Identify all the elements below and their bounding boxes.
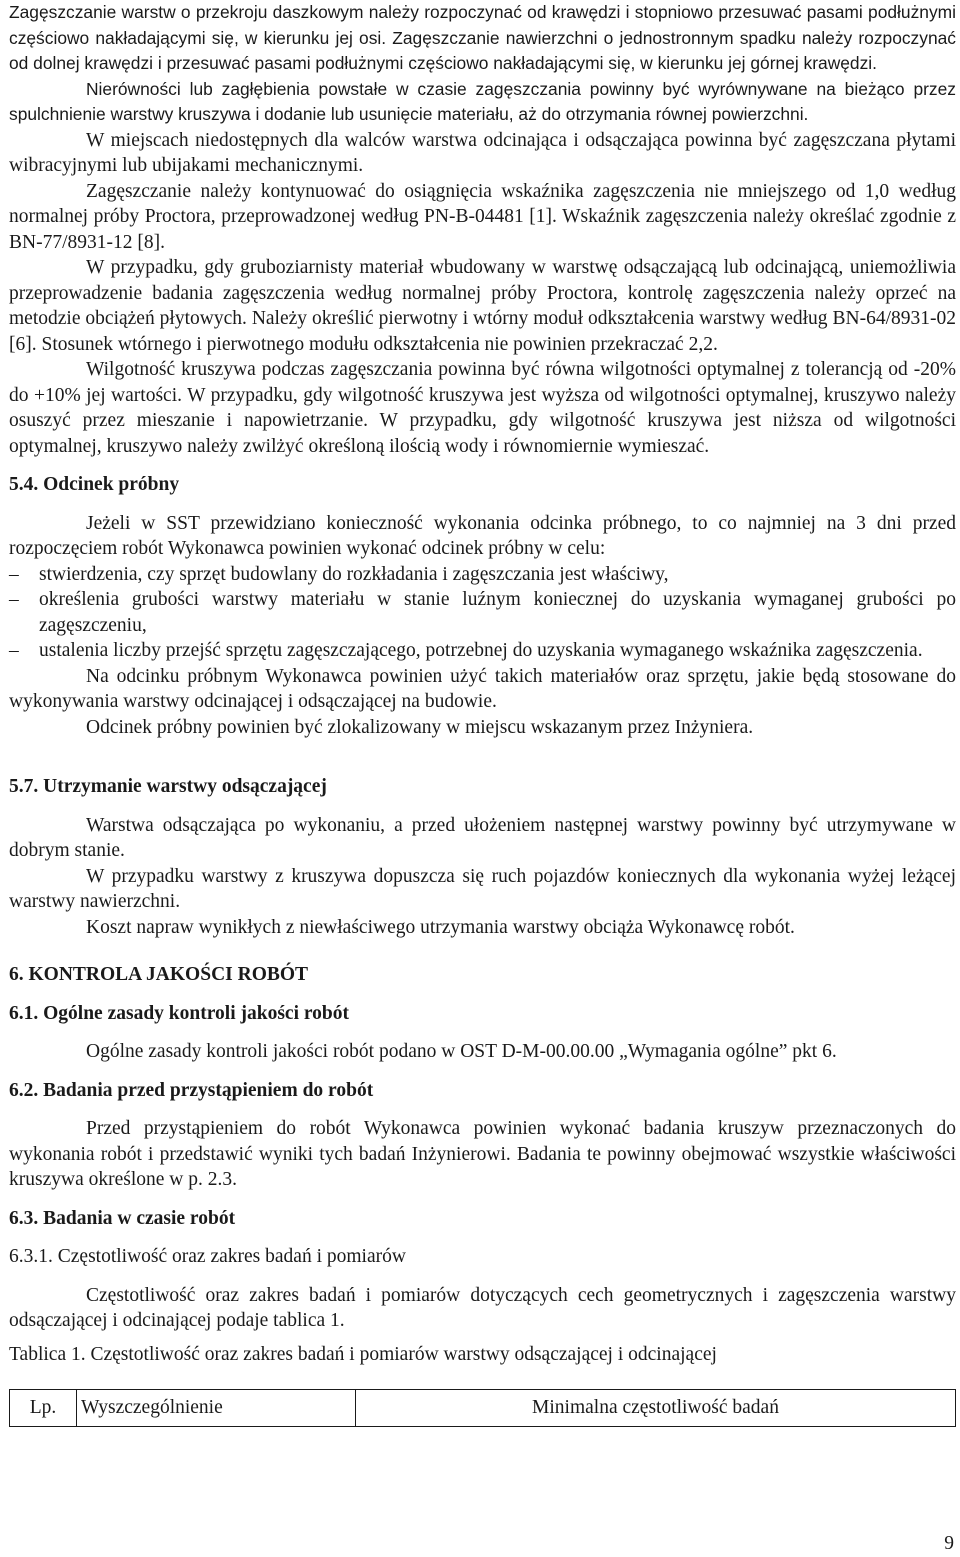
section-heading-6-1: 6.1. Ogólne zasady kontroli jakości robót (9, 1002, 350, 1024)
paragraph-pre-work-tests: Przed przystąpieniem do robót Wykonawca powinien wykonać badania kruszyw przeznaczonych do wykonania robót i przedstawić wyniki tych badań Inżynierowi. Badania te powinny obejmować wszystkie właściwości kruszywa określone w p. 2.3. (9, 1118, 956, 1190)
section-heading-6-3-1: 6.3.1. Częstotliwość oraz zakres badań i pomiarów (9, 1246, 406, 1267)
document-page (9, 0, 956, 1427)
list-item: – ustalenia liczby przejść sprzętu zagęszczającego, potrzebnej do uzyskania wymaganego wskaźnika zagęszczenia. (9, 638, 956, 664)
paragraph-compaction-index: Zagęszczanie należy kontynuować do osiągnięcia wskaźnika zagęszczenia nie mniejszego od 1,0 według normalnej próby Proctora, przeprowadzonej według PN-B-04481 [1]. Wskaźnik zagęszczenia należy określać zgodnie z BN-77/8931-12 [8]. (9, 180, 956, 253)
list-item: – określenia grubości warstwy materiału w stanie luźnym koniecznej do uzyskania wymaganej grubości po zagęszczeniu, (9, 589, 956, 636)
section-heading-6-2: 6.2. Badania przed przystąpieniem do robót (9, 1079, 374, 1101)
paragraph-unevenness: Nierówności lub zagłębienia powstałe w czasie zagęszczania powinny być wyrównywane na bieżąco przez spulchnienie warstwy kruszywa i dodanie lub usunięcie materiału, aż do otrzymania równej powierzchni. (9, 78, 956, 124)
page-number: 9 (944, 1533, 954, 1554)
frequency-table (9, 1389, 956, 1427)
column-header-min-frequency: Minimalna częstotliwość badań (356, 1390, 956, 1427)
table-caption: Tablica 1. Częstotliwość oraz zakres badań i pomiarów warstwy odsączającej i odcinającej (9, 1343, 717, 1365)
paragraph-test-frequency: Częstotliwość oraz zakres badań i pomiarów dotyczących cech geometrycznych i zagęszczenia warstwy odsączającej i odcinającej podaje tablica 1. (9, 1284, 956, 1331)
paragraph-general-rules: Ogólne zasady kontroli jakości robót podano w OST D-M-00.00.00 „Wymagania ogólne” pkt 6. (86, 1041, 837, 1062)
paragraph-inaccessible-places: W miejscach niedostępnych dla walców warstwa odcinająca i odsączająca powinna być zagęszczana płytami wibracyjnymi lub ubijakami mechanicznymi. (9, 129, 956, 176)
section-heading-5-4: 5.4. Odcinek próbny (9, 474, 180, 495)
list-item: – stwierdzenia, czy sprzęt budowlany do rozkładania i zagęszczania jest właściwy, (9, 562, 956, 588)
paragraph-trial-location: Odcinek próbny powinien być zlokalizowany w miejscu wskazanym przez Inżyniera. (86, 716, 754, 738)
table-header-row (10, 1390, 956, 1427)
section-heading-6-3: 6.3. Badania w czasie robót (9, 1207, 236, 1229)
section-heading-6: 6. KONTROLA JAKOŚCI ROBÓT (9, 964, 309, 985)
dash-bullet: – (9, 640, 19, 661)
dash-bullet: – (9, 563, 19, 585)
paragraph-trial-section-intro: Jeżeli w SST przewidziano konieczność wykonania odcinka próbnego, to co najmniej na 3 dni przed rozpoczęciem robót Wykonawca powinien wykonać odcinek próbny w celu: (9, 512, 956, 559)
paragraph-moisture: Wilgotność kruszywa podczas zagęszczania powinna być równa wilgotności optymalnej z tolerancją od -20% do +10% jej wartości. W przypadku, gdy wilgotność kruszywa jest wyższa od wilgotności optymalnej, kruszywo należy osuszyć przez mieszanie i napowietrzanie. W przypadku, gdy wilgotność kruszywa jest niższa od wilgotności optymalnej, kruszywo należy zwilżyć określoną ilością wody i równomiernie wymieszać. (9, 359, 956, 457)
column-header-specification: Wyszczególnienie (77, 1390, 356, 1427)
paragraph-repair-costs: Koszt napraw wynikłych z niewłaściwego utrzymania warstwy obciąża Wykonawcę robót. (86, 916, 795, 938)
dash-bullet: – (9, 589, 19, 610)
paragraph-compaction-direction: Zagęszczanie warstw o przekroju daszkowym należy rozpoczynać od krawędzi i stopniowo przesuwać pasami podłużnymi częściowo nakładającymi się, w kierunku jej osi. Zagęszczanie nawierzchni o jednostronnym spadku należy rozpoczynać od dolnej krawędzi i przesuwać pasami podłużnymi częściowo nakładającymi się, w kierunku jej górnej krawędzi. (9, 2, 956, 73)
section-heading-5-7: 5.7. Utrzymanie warstwy odsączającej (9, 776, 327, 797)
paragraph-trial-materials: Na odcinku próbnym Wykonawca powinien użyć takich materiałów oraz sprzętu, jakie będą stosowane do wykonywania warstwy odcinającej i odsączającej na budowie. (9, 665, 956, 712)
trial-section-purpose-list (9, 562, 956, 664)
paragraph-vehicle-traffic: W przypadku warstwy z kruszywa dopuszcza się ruch pojazdów koniecznych dla wykonania wyżej leżącej warstwy nawierzchni. (9, 865, 956, 912)
column-header-lp: Lp. (10, 1390, 77, 1427)
paragraph-plate-load: W przypadku, gdy gruboziarnisty materiał wbudowany w warstwę odsączającą lub odcinającą, uniemożliwia przeprowadzenie badania zagęszczenia według normalnej próby Proctora, kontrolę zagęszczenia należy oprzeć na metodzie obciążeń płytowych. Należy określić pierwotny i wtórny moduł odkształcenia warstwy według BN-64/8931-02 [6]. Stosunek wtórnego i pierwotnego modułu odkształcenia nie powinien przekraczać 2,2. (9, 257, 956, 355)
paragraph-maintenance: Warstwa odsączająca po wykonaniu, a przed ułożeniem następnej warstwy powinny być utrzymywane w dobrym stanie. (9, 814, 956, 861)
